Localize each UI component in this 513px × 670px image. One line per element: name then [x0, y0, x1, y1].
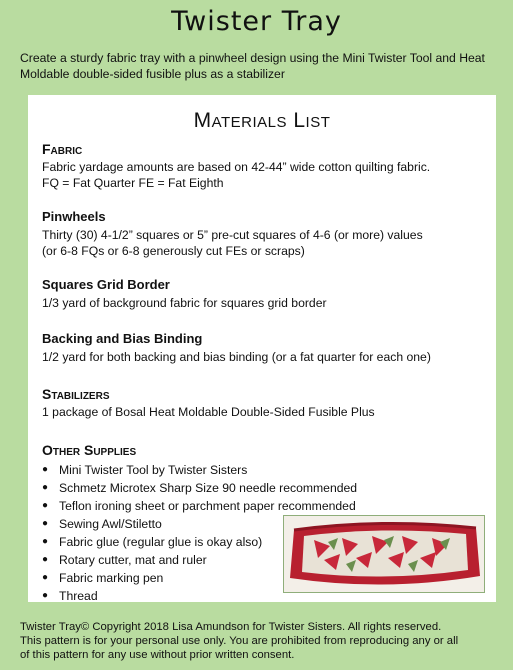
section-heading: Fabric [42, 141, 83, 157]
list-item: ● Mini Twister Tool by Twister Sisters [42, 461, 490, 479]
section-stabilizers [42, 386, 490, 420]
page-title: Twister Tray [171, 6, 342, 37]
list-item: ● Schmetz Microtex Sharp Size 90 needle recommended [42, 479, 490, 497]
section-heading: Other Supplies [42, 442, 137, 458]
section-backing [42, 331, 490, 365]
text-line: 1/2 yard for both backing and bias binding (or a fat quarter for each one) [42, 350, 431, 364]
text-line: 1 package of Bosal Heat Moldable Double-Sided Fusible Plus [42, 405, 375, 419]
list-item: ● Sewing Awl/Stiletto [42, 515, 490, 533]
section-heading: Backing and Bias Binding [42, 331, 203, 346]
text-line: Fabric yardage amounts are based on 42-44” wide cotton quilting fabric. [42, 160, 431, 174]
list-item: ● Fabric marking pen [42, 569, 490, 587]
section-text [42, 159, 490, 191]
materials-heading: Materials List [193, 109, 331, 132]
section-text [42, 227, 490, 259]
section-text [42, 349, 490, 365]
text-line: (or 6-8 FQs or 6-8 generously cut FEs or scraps) [42, 244, 305, 258]
section-border [42, 277, 490, 311]
section-text [42, 404, 490, 420]
materials-panel [28, 95, 496, 602]
text-line: FQ = Fat Quarter FE = Fat Eighth [42, 176, 224, 190]
footer-line: of this pattern for any use without prior written consent. [20, 649, 295, 661]
section-heading: Pinwheels [42, 209, 106, 224]
tray-illustration [284, 516, 484, 592]
text-line: Thirty (30) 4-1/2” squares or 5” pre-cut squares of 4-6 (or more) values [42, 228, 423, 242]
tray-photo [283, 515, 485, 593]
footer-line: Twister Tray© Copyright 2018 Lisa Amundson for Twister Sisters. All rights reserved. [20, 621, 442, 633]
section-heading: Stabilizers [42, 386, 110, 402]
footer-line: This pattern is for your personal use only. You are prohibited from reproducing any or all [20, 635, 459, 647]
section-heading: Squares Grid Border [42, 277, 170, 292]
text-line: 1/3 yard of background fabric for squares grid border [42, 296, 327, 310]
section-pinwheels [42, 209, 490, 259]
section-text [42, 295, 490, 311]
page-subtitle: Create a sturdy fabric tray with a pinwheel design using the Mini Twister Tool and Heat Moldable double-sided fusible plus as a stabilizer [20, 51, 485, 81]
section-fabric [42, 141, 490, 191]
list-item: ● Rotary cutter, mat and ruler [42, 551, 490, 569]
list-item: ● Teflon ironing sheet or parchment paper recommended [42, 497, 490, 515]
list-item: ● Fabric glue (regular glue is okay also) [42, 533, 490, 551]
list-item: ● Thread [42, 587, 490, 605]
footer-copyright [20, 620, 500, 662]
